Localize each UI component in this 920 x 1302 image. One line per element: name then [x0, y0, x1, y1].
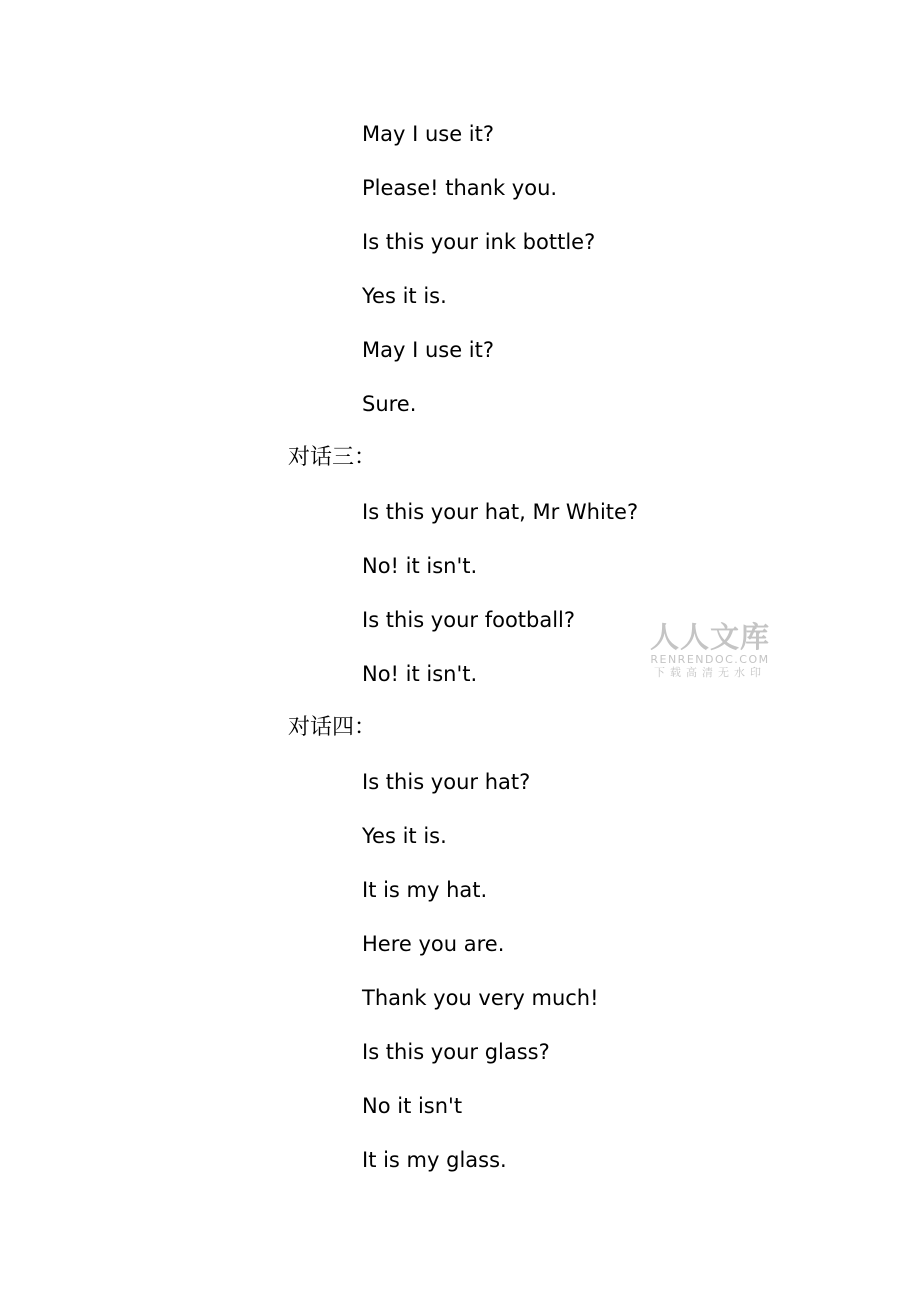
dialogue-line: No! it isn't.	[362, 662, 478, 686]
dialogue-four-heading: 对话四：	[288, 715, 377, 740]
dialogue-line: Is this your ink bottle?	[362, 230, 596, 254]
dialogue-line: No it isn't	[362, 1094, 463, 1118]
dialogue-line: May I use it?	[362, 122, 495, 146]
dialogue-line: Sure.	[362, 392, 417, 416]
dialogue-line: Is this your hat?	[362, 770, 531, 794]
dialogue-line: No! it isn't.	[362, 554, 478, 578]
dialogue-line: Is this your football?	[362, 608, 576, 632]
dialogue-line: Thank you very much!	[362, 986, 599, 1010]
dialogue-line: May I use it?	[362, 338, 495, 362]
dialogue-line: Yes it is.	[362, 284, 447, 308]
dialogue-line: It is my glass.	[362, 1148, 507, 1172]
watermark	[646, 620, 774, 680]
dialogue-line: Is this your hat, Mr White?	[362, 500, 639, 524]
dialogue-line: Here you are.	[362, 932, 505, 956]
dialogue-three-heading: 对话三：	[288, 445, 377, 470]
dialogue-line: Yes it is.	[362, 824, 447, 848]
watermark-tagline: 下载高清无水印	[654, 666, 766, 679]
dialogue-line: Is this your glass?	[362, 1040, 550, 1064]
dialogue-line: Please! thank you.	[362, 176, 558, 200]
watermark-logo: 人人文库	[649, 620, 770, 654]
watermark-domain: RENRENDOC.COM	[650, 653, 770, 666]
dialogue-line: It is my hat.	[362, 878, 488, 902]
